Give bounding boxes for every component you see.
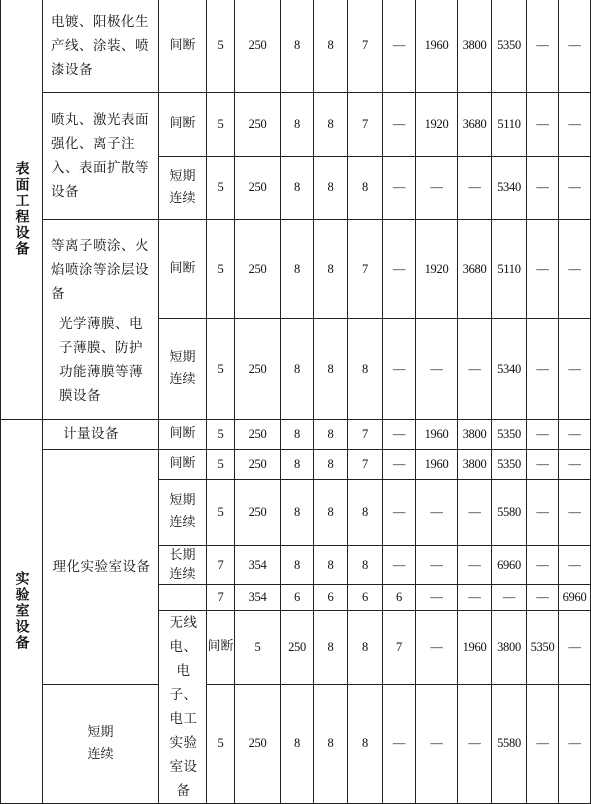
cell: — [416,546,457,585]
mode-intermittent: 间断 [159,0,207,92]
mode-short-line1: 短期 [169,168,196,184]
cell-pair [348,545,383,610]
cell: 250 [235,0,281,92]
mode-short-line2: 连续 [169,515,196,530]
cell: 250 [248,361,267,376]
cell: — [559,546,590,585]
cell: 1960 [416,449,458,479]
cell: 250 [235,92,281,156]
cell: 6 [294,589,300,604]
mode-short-line2: 连续 [169,371,196,387]
mode-pair [159,219,207,419]
table-row [1,219,591,419]
cell: — [527,220,558,319]
mode-short-continuous [159,319,206,419]
cell: — [383,0,416,92]
cell: 8 [314,156,348,219]
cell-pair [383,545,416,610]
cell: 8 [348,610,383,685]
cell: 1960 [458,610,492,685]
cell: — [468,361,481,376]
cell: — [383,156,416,219]
cell: 8 [327,361,334,376]
cell: — [468,589,481,604]
cell-pair [492,219,527,419]
cell: — [383,449,416,479]
cell: — [527,0,559,92]
cell: — [527,419,559,449]
cell: — [383,685,416,803]
cell-pair [458,545,492,610]
cell: 5350 [492,0,527,92]
cell-pair [383,219,416,419]
cell: 8 [314,419,348,449]
cell-pair [281,219,314,419]
table-row [1,685,591,803]
cell: 3800 [458,419,492,449]
cell-pair [559,545,591,610]
cell: — [559,0,591,92]
cell: — [527,92,559,156]
equipment-optical: 光学薄膜、电子薄膜、防护功能薄膜等薄膜设备 [59,315,143,404]
cell-pair [458,219,492,419]
cell: — [536,589,549,604]
cell: 6960 [492,546,526,585]
cell: — [416,156,458,219]
cell-pair [314,219,348,419]
cell: 354 [248,589,267,604]
cell: 5580 [492,479,527,545]
cell: 7 [348,220,382,319]
mode-long-line1: 长期 [169,547,196,563]
cell: — [559,685,591,803]
cell: — [458,685,492,803]
mode-intermittent: 间断 [159,449,207,479]
cell: 8 [281,92,314,156]
cell: 8 [348,479,383,545]
cell: 8 [314,479,348,545]
cell: — [430,361,443,376]
cell: — [458,156,492,219]
mode-long-line2: 连续 [169,566,196,582]
cell-pair [527,219,559,419]
cell-pair [527,545,559,610]
cell: — [383,92,416,156]
cell-pair [416,545,458,610]
cell: 8 [314,220,347,319]
cell: 1960 [416,419,458,449]
cell: — [458,479,492,545]
mode-short-line2: 连续 [87,746,114,762]
cell: 8 [281,546,313,585]
cell: 8 [294,361,300,376]
mode-intermittent: 间断 [159,220,206,319]
cell: — [383,220,415,319]
cell: — [502,589,516,604]
cell: — [559,419,591,449]
cell: — [383,546,415,585]
cell: 5 [207,685,235,803]
cell: 5 [207,449,235,479]
cell: — [527,449,559,479]
category-surface-engineering: 表面工程设备 [1,0,43,419]
cell: 8 [314,685,348,803]
cell: 8 [281,220,313,319]
mode-intermittent: 间断 [159,419,207,449]
equipment-plasma: 等离子喷涂、火焰喷涂等涂层设备 [51,237,149,302]
equipment-electroplating: 电镀、阳极化生产线、涂装、喷漆设备 [43,0,159,92]
cell: — [458,546,491,585]
table-row [1,419,591,449]
cell: 8 [281,0,314,92]
equipment-radio-lab: 无线电、电子、电工实验室设备 [159,610,207,803]
cell: 8 [281,685,314,803]
cell: 250 [235,685,281,803]
equipment-metering: 计量设备 [43,419,159,449]
cell: 6 [362,589,368,604]
cell: 6 [327,589,334,604]
category-laboratory: 实验室设备 [1,419,43,803]
mode-long-top [159,546,206,585]
mode-short-continuous [159,479,207,545]
cell: 3800 [458,449,492,479]
cell: 7 [207,546,234,585]
cell-pair [492,545,527,610]
cell: 8 [314,92,348,156]
cell: 6960 [562,589,587,604]
mode-short-line1: 短期 [169,493,196,508]
cell: — [416,610,458,685]
cell: 250 [235,220,280,319]
cell: — [559,220,590,319]
cell: 1920 [416,220,457,319]
mode-intermittent: 间断 [159,92,207,156]
cell: — [527,685,559,803]
cell: 5580 [492,685,527,803]
mode-long-bottom [159,585,206,610]
mode-short-line1: 短期 [169,349,196,365]
cell: 7 [217,589,224,604]
cell: 5 [207,419,235,449]
cell: 5 [207,220,234,319]
cell: 1920 [416,92,458,156]
cell: 8 [281,156,314,219]
cell: 8 [281,479,314,545]
cell: 3800 [458,0,492,92]
cell: — [383,479,416,545]
equipment-plasma-and-optical [43,219,159,419]
cell: 3680 [458,92,492,156]
cell-pair [235,219,281,419]
cell-pair [416,219,458,419]
cell: 8 [362,361,368,376]
mode-short-continuous [159,156,207,219]
cell: — [430,589,443,604]
cell-pair [235,545,281,610]
cell: 5 [217,361,224,376]
mode-short-line1: 短期 [87,724,114,740]
cell: 5 [235,610,281,685]
table-row [1,0,591,92]
cell: 7 [383,610,416,685]
cell: 8 [281,419,314,449]
cell-pair [207,545,235,610]
cell: — [559,449,591,479]
cell: — [559,479,591,545]
cell-pair [348,219,383,419]
cell: 8 [314,546,347,585]
cell: — [527,546,558,585]
cell: 8 [314,610,348,685]
cell-pair [559,219,591,419]
cell: 5 [207,0,235,92]
cell: — [527,156,559,219]
cell: 8 [314,0,348,92]
cell: 250 [235,419,281,449]
mode-short-continuous [43,685,159,803]
cell: 8 [348,685,383,803]
equipment-shot-peening: 喷丸、激光表面强化、离子注入、表面扩散等设备 [43,92,159,219]
cell: — [559,92,591,156]
cell-pair [314,545,348,610]
mode-short-line2: 连续 [169,190,196,206]
cell: — [559,610,591,685]
cell: 5110 [492,220,526,319]
cell: 6 [396,589,402,604]
cell: 5350 [492,449,527,479]
table-row [1,92,591,156]
cell: 8 [348,546,382,585]
cell: 3680 [458,220,491,319]
cell: — [392,361,406,376]
cell: — [536,361,549,376]
cell: 8 [281,449,314,479]
cell: 1960 [416,0,458,92]
cell: 250 [281,610,314,685]
table-row [1,449,591,479]
mode-long-continuous [159,545,207,610]
cell: 7 [348,419,383,449]
cell: 8 [314,449,348,479]
cell-pair [281,545,314,610]
cell: — [527,479,559,545]
cell: 5340 [497,361,521,376]
cell: 354 [235,546,280,585]
cell: 8 [348,156,383,219]
cell: 5 [207,92,235,156]
mode-intermittent: 间断 [207,610,235,685]
cell: 7 [348,449,383,479]
cell: — [416,479,458,545]
cell: 250 [235,479,281,545]
cell: 5340 [492,156,527,219]
cell: 5350 [527,610,559,685]
equipment-physchem-lab: 理化实验室设备 [43,449,159,685]
cell: — [416,685,458,803]
cell: 7 [348,0,383,92]
cell: 5350 [492,419,527,449]
cell: 250 [235,156,281,219]
cell: 250 [235,449,281,479]
cell: — [559,156,591,219]
cell: 3800 [492,610,527,685]
cell: — [568,361,581,376]
cell: 5 [207,156,235,219]
cell: — [383,419,416,449]
cell: 7 [348,92,383,156]
cell: 5110 [492,92,527,156]
cell: 5 [207,479,235,545]
cell-pair [207,219,235,419]
